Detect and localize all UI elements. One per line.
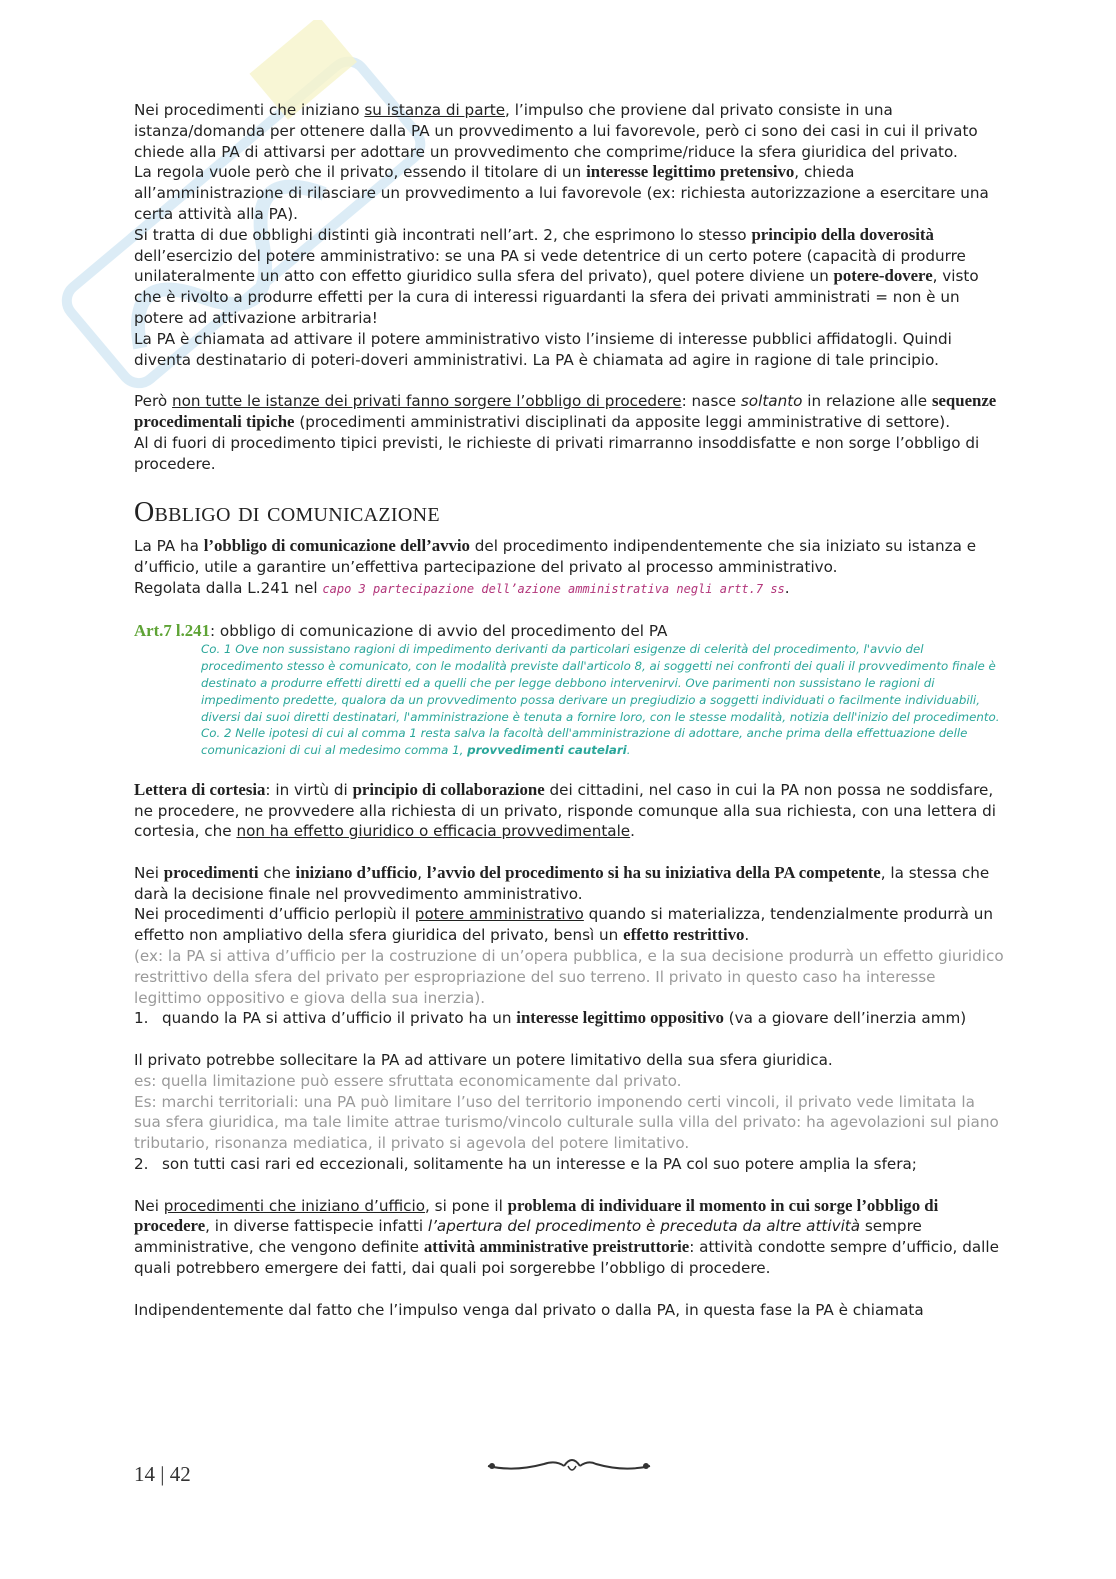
paragraph-regolata: Regolata dalla L.241 nel capo 3 partecipazione dell’azione amministrativa negli artt.7 ss. [134, 578, 790, 597]
paragraph-doverosita: Si tratta di due obblighi distinti già incontrati nell’art. 2, che esprimono lo stesso principio della doverosità dell’esercizio del potere amministrativo: se una PA si vede detentrice di un certo potere (capacità di produrre unilateralmente un atto con effetto giuridico sulla sfera del privato), quel potere diviene un potere-dovere, visto che è rivolto a produrre effetti per la cura di interessi riguardanti la sfera dei privati amministrati = non è un potere ad attivazione arbitraria! [134, 224, 979, 327]
quote-comma-1: Co. 1 Ove non sussistano ragioni di impedimento derivanti da particolari esigenze di celerità del procedimento, l'avvio del procedimento stesso è comunicato, con le modalità previste dall'articolo 8, ai soggetti nei confronti dei quali il provvedimento finale è destinato a produrre effetti diretti ed a quelli che per legge debbono intervenirvi. Ove parimenti non sussistano le ragioni di impedimento predette, qualora da un provvedimento possa derivare un pregiudizio a soggetti individuati o facilmente individuabili, diversi dai suoi diretti destinatari, l'amministrazione è tenuta a fornire loro, con le stesse modalità, notizia dell'inizio del procedimento. [201, 642, 1000, 724]
paragraph-procedimenti-ufficio: Nei procedimenti che iniziano d’ufficio, l’avvio del procedimento si ha su iniziativa della PA competente, la stessa che darà la decisione finale nel provvedimento amministrativo. [134, 862, 990, 903]
flourish-ornament-icon [484, 1452, 654, 1480]
page-number: 14 | 42 [134, 1462, 191, 1486]
paragraph-obbligo-procedere: Però non tutte le istanze dei privati fanno sorgere l’obbligo di procedere: nasce soltanto in relazione alle sequenze procedimentali tipiche (procedimenti amministrativi disciplinati da apposite leggi amministrative di settore). [134, 391, 997, 431]
paragraph-momento-obbligo: Nei procedimenti che iniziano d’ufficio, si pone il problema di individuare il momento in cui sorge l’obbligo di procedere, in diverse fattispecie infatti l’apertura del procedimento è preceduta da altre attività sempre amministrative, che vengono definite attività amministrative preistruttorie: attività condotte sempre d’ufficio, dalle quali potrebbero emergere dei fatti, dai quali poi sorgerebbe l’obbligo di procedere. [134, 1195, 999, 1278]
paragraph-poteri-doveri: La PA è chiamata ad attivare il potere amministrativo visto l’insieme di interesse pubblici affidatogli. Quindi diventa destinatario di poteri-doveri amministrativi. La PA è chiamata ad agire in ragione di tale principio. [134, 329, 952, 369]
handwritten-note: capo 3 partecipazione dell’azione amministrativa negli artt.7 ss [322, 581, 785, 596]
example-sfruttamento: es: quella limitazione può essere sfruttata economicamente dal privato. [134, 1071, 682, 1090]
quote-comma-2: Co. 2 Nelle ipotesi di cui al comma 1 resta salva la facoltà dell'amministrazione di adottare, anche prima della effettuazione delle comunicazioni di cui al medesimo comma 1, provvedimenti cautelari. [201, 726, 968, 758]
paragraph-fuori-procedimento: Al di fuori di procedimento tipici previsti, le richieste di privati rimarranno insoddisfatte e non sorge l’obbligo di procedere. [134, 433, 980, 473]
article-quote [201, 641, 1004, 759]
paragraph-last: Indipendentemente dal fatto che l’impulso venga dal privato o dalla PA, in questa fase la PA è chiamata [134, 1300, 924, 1319]
paragraph-comunicazione-avvio: La PA ha l’obbligo di comunicazione dell’avvio del procedimento indipendentemente che sia iniziato su istanza e d’ufficio, utile a garantire un’effettiva partecipazione del privato al processo amministrativo. [134, 536, 977, 577]
example-marchi: Es: marchi territoriali: una PA può limitare l’uso del territorio imponendo certi vincoli, il privato vede limitata la sua sfera giuridica, ma tale limite attrae turismo/vincolo culturale sulla villa del privato: ha agevolazioni sul piano tributario, risonanza mediatica, il privato si agevola del potere limitativo. [134, 1092, 999, 1153]
section-heading: Obbligo di comunicazione [134, 497, 440, 529]
paragraph-effetto-restrittivo: Nei procedimenti d’ufficio perlopiù il potere amministrativo quando si materializza, tendenzialmente produrrà un effetto non ampliativo della sfera giuridica del privato, bensì un effetto restrittivo. [134, 905, 993, 945]
article-label: Art.7 l.241 [134, 620, 210, 640]
paragraph-istanza-di-parte: Nei procedimenti che iniziano su istanza di parte, l’impulso che proviene dal privato consiste in una istanza/domanda per ottenere dalla PA un provvedimento a lui favorevole, però ci sono dei casi in cui il privato chiede alla PA di attivarsi per adottare un provvedimento che comprime/riduce la sfera giuridica del privato. [134, 101, 978, 161]
paragraph-sollecitare: Il privato potrebbe sollecitare la PA ad attivare un potere limitativo della sua sfera giuridica. [134, 1051, 833, 1070]
document-body [134, 100, 1004, 1320]
article-heading: Art.7 l.241: obbligo di comunicazione di avvio del procedimento del PA [134, 620, 668, 640]
list-item-casi-rari: 2. son tutti casi rari ed eccezionali, solitamente ha un interesse e la PA col suo potere amplia la sfera; [134, 1155, 917, 1174]
example-esproprio: (ex: la PA si attiva d’ufficio per la costruzione di un’opera pubblica, e la sua decisione produrrà un effetto giuridico restrittivo della sfera del privato per espropriazione del suo terreno. Il privato in questo caso ha interesse legittimo oppositivo e giova della sua inerzia). [134, 947, 1004, 1007]
paragraph-lettera-cortesia: Lettera di cortesia: in virtù di principio di collaborazione dei cittadini, nel caso in cui la PA non possa ne soddisfare, ne procedere, ne provvedere alla richiesta di un privato, risponde comunque alla sua richiesta, con una lettera di cortesia, che non ha effetto giuridico o efficacia provvedimentale. [134, 779, 997, 841]
list-item-oppositivo: 1. quando la PA si attiva d’ufficio il privato ha un interesse legittimo oppositivo (va a giovare dell’inerzia amm) [134, 1008, 967, 1028]
paragraph-interesse-pretensivo: La regola vuole però che il privato, essendo il titolare di un interesse legittimo pretensivo, chieda all’amministrazione di rilasciare un provvedimento a lui favorevole (ex: richiesta autorizzazione a esercitare una certa attività alla PA). [134, 162, 989, 223]
